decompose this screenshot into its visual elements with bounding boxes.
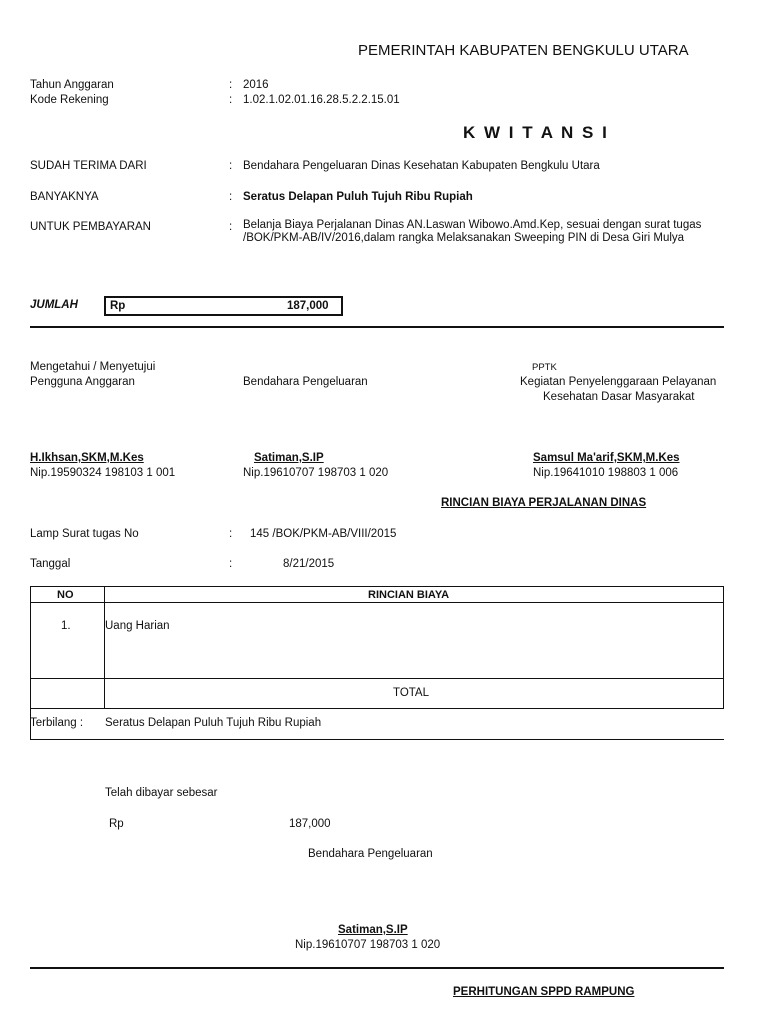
payment-currency: Rp (109, 818, 124, 830)
tahun-value: 2016 (243, 79, 269, 91)
pengguna-label: Pengguna Anggaran (30, 376, 135, 388)
terima-colon: : (229, 160, 233, 172)
kode-value: 1.02.1.02.01.16.28.5.2.2.15.01 (243, 94, 400, 106)
lamp-value: 145 /BOK/PKM-AB/VIII/2015 (250, 528, 397, 540)
telah-dibayar-label: Telah dibayar sebesar (105, 787, 218, 799)
table-line-top (30, 586, 724, 587)
bendahara-label: Bendahara Pengeluaran (243, 376, 368, 388)
untuk-label: UNTUK PEMBAYARAN (30, 221, 151, 233)
signer-nip-1: Nip.19590324 198103 1 001 (30, 467, 176, 479)
banyak-colon: : (229, 191, 233, 203)
table-col-right (723, 586, 724, 709)
untuk-line1: Belanja Biaya Perjalanan Dinas AN.Laswan Wibowo.Amd.Kep, sesuai dengan surat tugas (243, 219, 702, 231)
payment-bendahara-label: Bendahara Pengeluaran (308, 848, 433, 860)
kode-label: Kode Rekening (30, 94, 109, 106)
signer-name-3: Samsul Ma'arif,SKM,M.Kes (533, 452, 680, 464)
tahun-colon: : (229, 79, 233, 91)
col-no-header: NO (57, 589, 74, 601)
tanggal-label: Tanggal (30, 558, 71, 570)
payment-amount: 187,000 (289, 818, 331, 830)
signer-name-2: Satiman,S.IP (254, 452, 324, 464)
kegiatan-line2: Kesehatan Dasar Masyarakat (543, 391, 695, 403)
untuk-line2: /BOK/PKM-AB/IV/2016,dalam rangka Melaksanakan Sweeping PIN di Desa Giri Mulya (243, 232, 685, 244)
untuk-colon: : (229, 221, 233, 233)
divider-bottom (30, 967, 724, 969)
tanggal-value: 8/21/2015 (283, 558, 335, 570)
lamp-label: Lamp Surat tugas No (30, 528, 139, 540)
signer-nip-3: Nip.19641010 198803 1 006 (533, 467, 679, 479)
row-item: Uang Harian (105, 620, 170, 632)
table-line-total-bottom (30, 708, 724, 709)
kegiatan-line1: Kegiatan Penyelenggaraan Pelayanan (520, 376, 717, 388)
header-title: PEMERINTAH KABUPATEN BENGKULU UTARA (358, 42, 689, 59)
payment-signer-name: Satiman,S.IP (338, 924, 408, 936)
col-rincian-header: RINCIAN BIAYA (368, 589, 450, 601)
table-col-divider (104, 586, 105, 709)
banyak-label: BANYAKNYA (30, 191, 99, 203)
signer-nip-2: Nip.19610707 198703 1 020 (243, 467, 389, 479)
table-line-total-top (30, 678, 724, 679)
tanggal-colon: : (229, 558, 233, 570)
terima-label: SUDAH TERIMA DARI (30, 160, 147, 172)
mengetahui-label: Mengetahui / Menyetujui (30, 361, 156, 373)
divider-top (30, 326, 724, 328)
kode-colon: : (229, 94, 233, 106)
payment-signer-nip: Nip.19610707 198703 1 020 (295, 939, 441, 951)
total-label: TOTAL (393, 687, 429, 699)
terbilang-value: Seratus Delapan Puluh Tujuh Ribu Rupiah (105, 717, 322, 729)
pptk-label: PPTK (532, 362, 557, 373)
terbilang-label: Terbilang : (30, 717, 84, 729)
tahun-label: Tahun Anggaran (30, 79, 114, 91)
lamp-colon: : (229, 528, 233, 540)
rincian-title: RINCIAN BIAYA PERJALANAN DINAS (441, 497, 647, 509)
table-line-bottom (30, 739, 724, 740)
jumlah-amount: 187,000 (287, 300, 329, 312)
footer-title: PERHITUNGAN SPPD RAMPUNG (453, 986, 635, 998)
jumlah-currency: Rp (110, 300, 126, 312)
jumlah-label: JUMLAH (30, 299, 78, 311)
banyak-value: Seratus Delapan Puluh Tujuh Ribu Rupiah (243, 191, 473, 203)
signer-name-1: H.Ikhsan,SKM,M.Kes (30, 452, 144, 464)
kwitansi-title: K W I T A N S I (463, 123, 609, 142)
row-no: 1. (61, 620, 71, 632)
terima-value: Bendahara Pengeluaran Dinas Kesehatan Kabupaten Bengkulu Utara (243, 160, 600, 172)
table-line-header (30, 602, 724, 603)
